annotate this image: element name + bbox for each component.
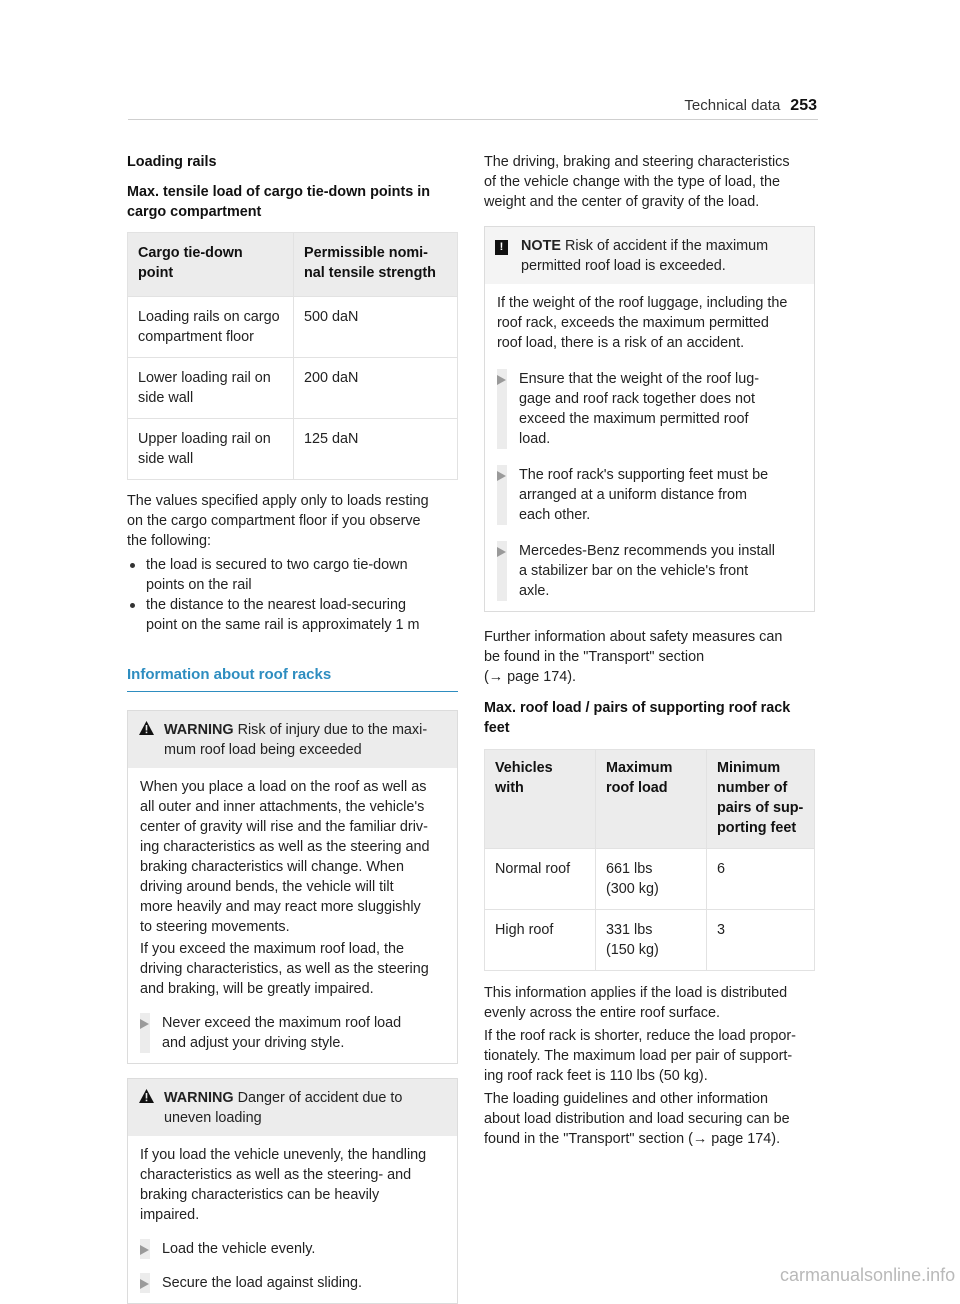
table-cell: High roof [485, 910, 596, 971]
warning-box-uneven-loading [127, 1078, 458, 1304]
page-header [684, 96, 817, 116]
page-number: 253 [790, 97, 817, 114]
note-body: If the weight of the roof luggage, including the roof rack, exceeds the maximum permitted roof load, there is a risk of an accident. Ensure that the weight of the roof lug- gage and roof rack together does not exceed the maximum permitted roof load. The roof rack's supporting feet must be arranged at a uniform distance from each other. Mercedes-Benz recommends you install a stabilizer bar on the vehicle's front axle. [485, 284, 814, 611]
bullet-icon [130, 563, 135, 568]
instruction-step: Load the vehicle evenly. [140, 1239, 447, 1259]
table-cell: 125 daN [294, 419, 458, 480]
watermark-text: carmanualsonline.info [780, 1265, 956, 1285]
loading-rails-heading: Loading rails [127, 154, 217, 170]
further-information: Further information about safety measures can be found in the "Transport" section (→ page 174). [484, 629, 783, 685]
arrow-right-icon [497, 471, 506, 481]
table-row [128, 297, 458, 358]
col-header-strength: Permissible nomi- nal tensile strength [294, 233, 458, 297]
note-box-roof-load [484, 226, 815, 612]
table-cell: 500 daN [294, 297, 458, 358]
instruction-step: Never exceed the maximum roof load and adjust your driving style. [140, 1013, 447, 1053]
table-cell: 3 [707, 910, 815, 971]
warning-triangle-icon [138, 1088, 164, 1128]
tensile-load-subheading: Max. tensile load of cargo tie-down points in cargo compartment [127, 184, 431, 220]
col-header-max-load: Maximum roof load [596, 750, 707, 849]
list-item: the distance to the nearest load-securing point on the same rail is approximately 1 m [127, 595, 458, 635]
note-header [485, 227, 814, 284]
instruction-step: Mercedes-Benz recommends you install a stabilizer bar on the vehicle's front axle. [497, 541, 804, 601]
col-header-min-pairs: Minimum number of pairs of sup- porting feet [707, 750, 815, 849]
arrow-right-icon [497, 547, 506, 557]
instruction-step: Ensure that the weight of the roof lug- gage and roof rack together does not exceed the maximum permitted roof load. [497, 369, 804, 449]
arrow-right-icon [140, 1019, 149, 1029]
warning-body: If you load the vehicle unevenly, the handling characteristics as well as the steering- and braking characteristics can be heavily impaired. Load the vehicle evenly. Secure the load against sliding. [128, 1136, 457, 1303]
shorter-rack-paragraph: If the roof rack is shorter, reduce the load propor- tionately. The maximum load per pair of support- ing roof rack feet is 110 lbs (50 kg). [484, 1028, 796, 1084]
table-header-row [128, 233, 458, 297]
header-divider [128, 119, 818, 120]
table-cell: Loading rails on cargo compartment floor [128, 297, 294, 358]
table-row [128, 419, 458, 480]
table-cell: Upper loading rail on side wall [128, 419, 294, 480]
load-characteristics-intro: The driving, braking and steering characteristics of the vehicle change with the type of load, the weight and the center of gravity of the load. [484, 154, 790, 210]
table-cell: 200 daN [294, 358, 458, 419]
warning-title: WARNING Danger of accident due to uneven loading [164, 1090, 403, 1126]
col-header-vehicles: Vehicles with [485, 750, 596, 849]
table-row [485, 910, 815, 971]
conditions-list [127, 555, 458, 635]
distribution-paragraph: This information applies if the load is distributed evenly across the entire roof surface. [484, 985, 788, 1021]
bullet-icon [130, 603, 135, 608]
warning-triangle-icon [138, 720, 164, 760]
table-row [128, 358, 458, 419]
warning-header [128, 1079, 457, 1136]
arrow-right-icon [140, 1245, 149, 1255]
table-cell: 6 [707, 849, 815, 910]
table-cell: 331 lbs (150 kg) [596, 910, 707, 971]
arrow-right-icon [497, 375, 506, 385]
warning-box-roof-load [127, 710, 458, 1064]
table-cell: Lower loading rail on side wall [128, 358, 294, 419]
table-cell: Normal roof [485, 849, 596, 910]
exclamation-icon: ! [495, 240, 508, 255]
table-row [485, 849, 815, 910]
warning-title: WARNING Risk of injury due to the maxi- mum roof load being exceeded [164, 722, 428, 758]
table-cell: 661 lbs (300 kg) [596, 849, 707, 910]
col-header-point: Cargo tie-down point [128, 233, 294, 297]
guidelines-paragraph: The loading guidelines and other information about load distribution and load securing can be found in the "Transport" section (→ page 174). [484, 1091, 790, 1147]
note-title: NOTE Risk of accident if the maximum permitted roof load is exceeded. [521, 238, 769, 274]
table-header-row [485, 750, 815, 849]
list-item: the load is secured to two cargo tie-down points on the rail [127, 555, 458, 595]
warning-body: When you place a load on the roof as well as all outer and inner attachments, the vehicle's center of gravity will rise and the familiar driv- ing characteristics as well as the steering and braking characteristics will change. When driving around bends, the vehicle will tilt more heavily and may react more sluggishly to steering movements. If you exceed the maximum roof load, the driving characteristics, as well as the steering and braking, will be greatly impaired. Never exceed the maximum roof load and adjust your driving style. [128, 768, 457, 1063]
instruction-step: The roof rack's supporting feet must be arranged at a uniform distance from each other. [497, 465, 804, 525]
roof-racks-section-title: Information about roof racks [127, 665, 458, 692]
roof-load-table-title: Max. roof load / pairs of supporting roof rack feet [484, 700, 791, 736]
right-column [484, 152, 815, 1149]
left-column [127, 152, 458, 1304]
roof-load-table [484, 749, 815, 971]
warning-header [128, 711, 457, 768]
values-intro: The values specified apply only to loads resting on the cargo compartment floor if you observe the following: [127, 493, 429, 549]
instruction-step: Secure the load against sliding. [140, 1273, 447, 1293]
arrow-right-icon [140, 1279, 149, 1289]
section-name: Technical data [684, 97, 781, 114]
tie-down-table [127, 232, 458, 480]
